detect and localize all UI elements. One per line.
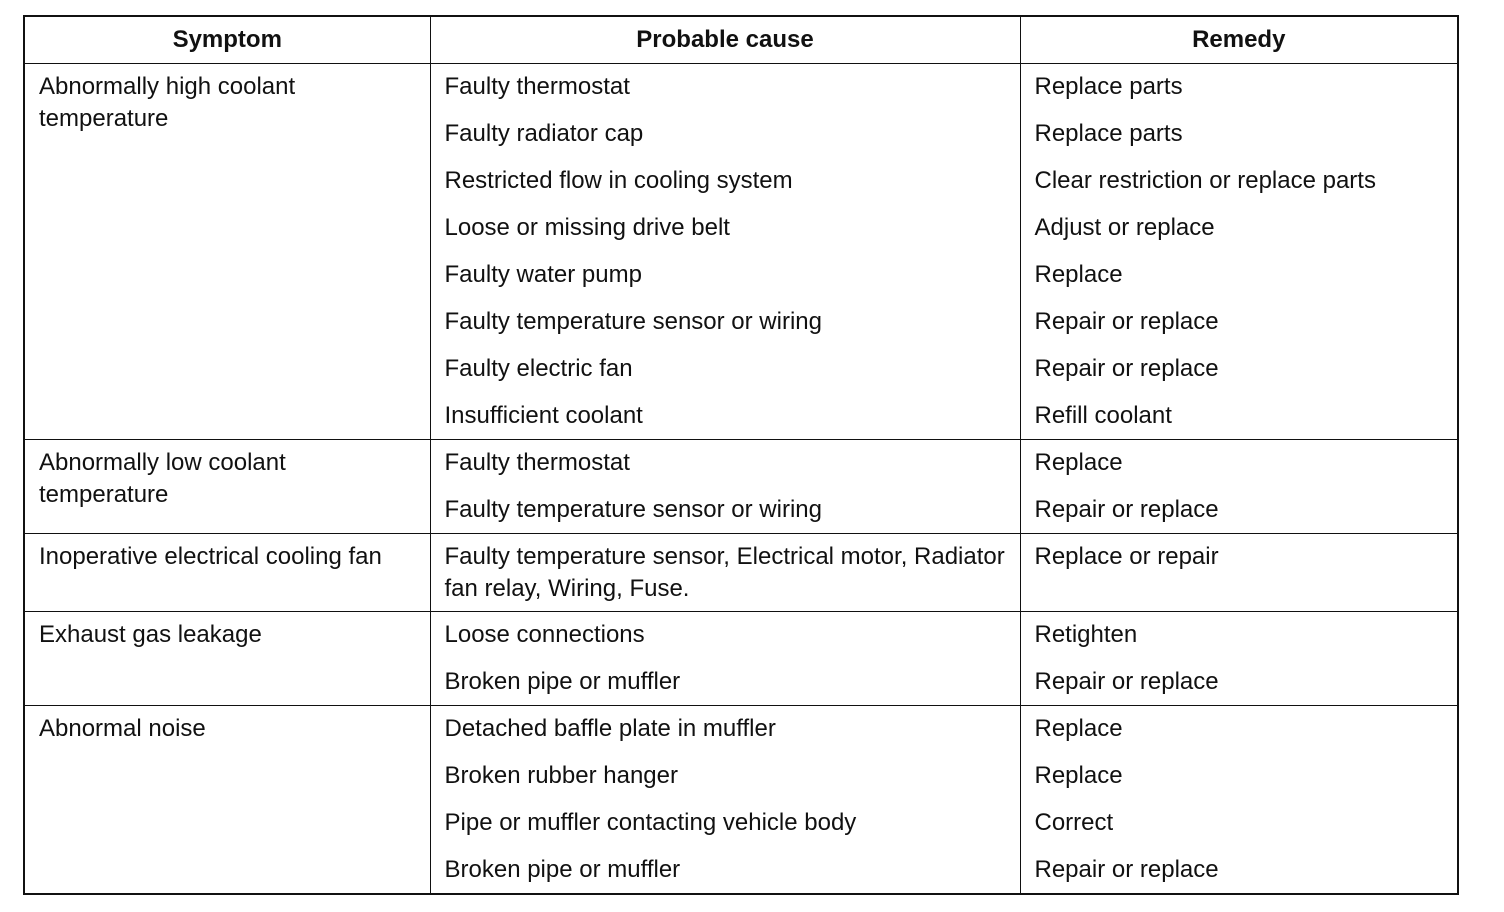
- cause-cell: Faulty thermostat: [430, 440, 1020, 487]
- remedy-cell: Replace: [1020, 440, 1458, 487]
- cause-cell: Faulty water pump: [430, 252, 1020, 299]
- cause-cell: Faulty temperature sensor or wiring: [430, 487, 1020, 534]
- remedy-cell: Correct: [1020, 800, 1458, 847]
- header-symptom: Symptom: [24, 16, 430, 64]
- remedy-cell: Replace parts: [1020, 64, 1458, 111]
- header-remedy: Remedy: [1020, 16, 1458, 64]
- cause-cell: Insufficient coolant: [430, 393, 1020, 440]
- header-probable-cause: Probable cause: [430, 16, 1020, 64]
- cause-cell: Broken pipe or muffler: [430, 659, 1020, 706]
- remedy-cell: Repair or replace: [1020, 487, 1458, 534]
- symptom-cell: Abnormal noise: [24, 706, 430, 894]
- remedy-cell: Retighten: [1020, 612, 1458, 659]
- table-row: [24, 706, 1458, 753]
- remedy-cell: Adjust or replace: [1020, 205, 1458, 252]
- cause-cell: Faulty electric fan: [430, 346, 1020, 393]
- cause-cell: Loose or missing drive belt: [430, 205, 1020, 252]
- cause-cell: Faulty radiator cap: [430, 111, 1020, 158]
- remedy-cell: Replace or repair: [1020, 534, 1458, 612]
- remedy-cell: Replace parts: [1020, 111, 1458, 158]
- cause-cell: Broken rubber hanger: [430, 753, 1020, 800]
- cause-cell: Detached baffle plate in muffler: [430, 706, 1020, 753]
- table-row: [24, 534, 1458, 612]
- remedy-cell: Refill coolant: [1020, 393, 1458, 440]
- remedy-cell: Repair or replace: [1020, 299, 1458, 346]
- symptom-cell: Exhaust gas leakage: [24, 612, 430, 706]
- cause-cell: Broken pipe or muffler: [430, 847, 1020, 894]
- symptom-cell: Inoperative electrical cooling fan: [24, 534, 430, 612]
- remedy-cell: Replace: [1020, 252, 1458, 299]
- table-row: [24, 440, 1458, 487]
- table-row: [24, 612, 1458, 659]
- cause-cell: Faulty temperature sensor, Electrical motor, Radiator fan relay, Wiring, Fuse.: [430, 534, 1020, 612]
- symptom-cell: Abnormally high coolant temperature: [24, 64, 430, 440]
- cause-cell: Faulty temperature sensor or wiring: [430, 299, 1020, 346]
- header-row: [24, 16, 1458, 64]
- remedy-cell: Repair or replace: [1020, 847, 1458, 894]
- cause-cell: Loose connections: [430, 612, 1020, 659]
- symptom-cell: Abnormally low coolant temperature: [24, 440, 430, 534]
- remedy-cell: Clear restriction or replace parts: [1020, 158, 1458, 205]
- cause-cell: Restricted flow in cooling system: [430, 158, 1020, 205]
- cause-cell: Pipe or muffler contacting vehicle body: [430, 800, 1020, 847]
- remedy-cell: Replace: [1020, 753, 1458, 800]
- table-row: [24, 64, 1458, 111]
- remedy-cell: Repair or replace: [1020, 346, 1458, 393]
- troubleshooting-table: [23, 15, 1459, 895]
- cause-cell: Faulty thermostat: [430, 64, 1020, 111]
- remedy-cell: Replace: [1020, 706, 1458, 753]
- remedy-cell: Repair or replace: [1020, 659, 1458, 706]
